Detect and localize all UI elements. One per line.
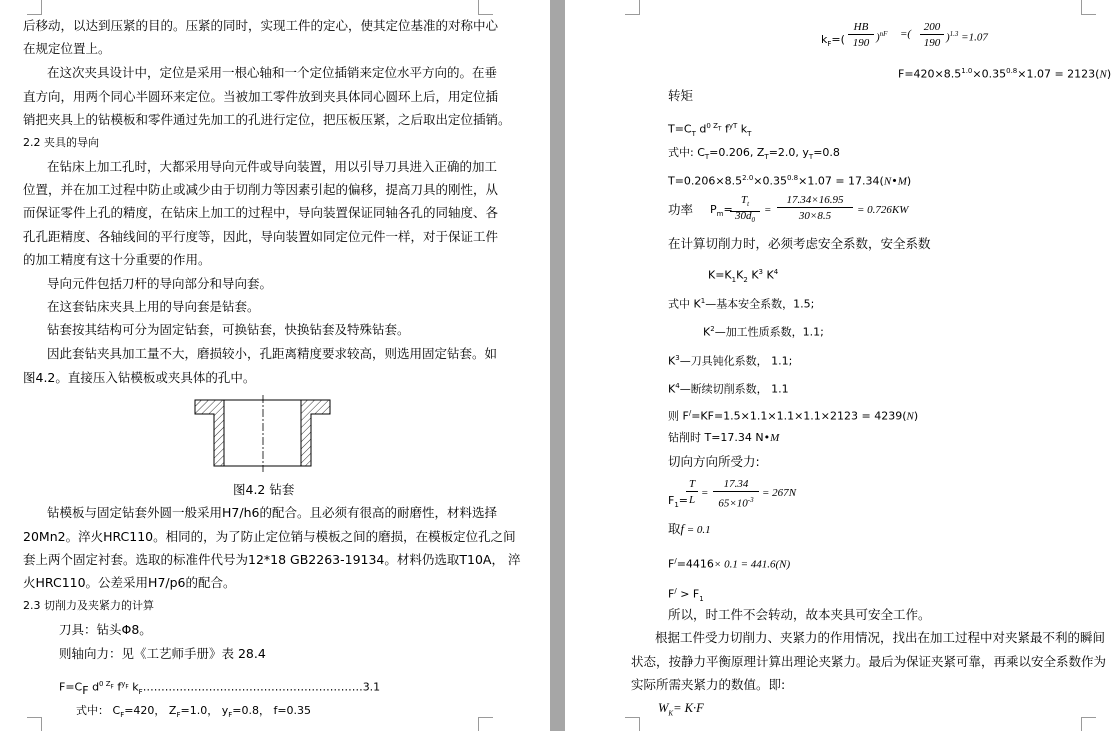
fraction-numerator: 17.34×16.95 [777,193,853,208]
paragraph-line: 状态，按静力平衡原理计算出理论夹紧力。最后为保证夹紧可靠，再乘以安全系数作为 [631,654,1107,669]
formula-label: 功率 [668,202,694,217]
page-gutter [550,0,565,731]
formula-line: = [701,487,709,499]
crop-mark [27,717,42,731]
fraction-denominator: L [688,494,696,506]
paragraph-line: 的加工精度有这十分重要的作用。 [23,252,211,267]
crop-mark [1081,0,1096,15]
paragraph-line: 根据工件受力切削力、夹紧力的作用情况，找出在加工过程中对夹紧最不利的瞬间 [655,630,1106,645]
paragraph-line: 在这次夹具设计中，定位是采用一根心轴和一个定位插销来定位水平方向的。在垂 [47,65,498,80]
crop-mark [1081,717,1096,731]
fraction-numerator: T [686,477,698,492]
formula-line: $W_K= K\cdot F$ [658,701,704,718]
formula-line: = 0.726KW [857,204,909,216]
crop-mark [625,717,640,731]
formula-line: F/=4416× 0.1 = 441.6(N) [668,557,791,571]
document-page-left [0,0,550,731]
paragraph-line: 钻模板与固定钻套外圆一般采用H7/h6的配合。且必须有很高的耐磨性，材料选择 [47,505,497,520]
paragraph-line: 导向元件包括刀杆的导向部分和导向套。 [47,276,273,291]
fraction-denominator: $30d_0$ [735,210,755,225]
formula-line: 式中: $C_T=0.206$, $Z_T=2.0$, $y_T=0.8$ [668,146,840,162]
formula-line: $F^/ > F_1$ [668,587,704,603]
fraction-numerator: $T_t$ [730,193,760,212]
fraction-denominator: $65\times 10^{-3}$ [718,496,754,510]
paragraph-line: 则轴向力：见《工艺师手册》表 28.4 [59,646,266,661]
formula-line: )$^{1.3}$ =1.07 [946,30,988,44]
formula-line: $F=420\times 8.5^{1.0}\times 0.35^{0.8}\times 1.07 = 2123(N)$ [898,67,1112,81]
fraction-numerator: 17.34 [713,477,759,492]
formula-line: $k_F=$( [821,33,845,49]
fraction-denominator: 30×8.5 [798,210,832,222]
paragraph-line: 刀具：钻头Φ8。 [59,622,152,637]
paragraph-line: 在计算切削力时，必须考虑安全系数，安全系数 [668,236,931,251]
section-heading: 2.2 夹具的导向 [23,136,99,149]
figure-caption: 图4.2 钻套 [233,482,295,497]
paragraph-line: 图4.2。直接压入钻模板或夹具体的孔中。 [23,370,256,385]
paragraph-line: 后移动，以达到压紧的目的。压紧的同时，实现工件的定心，使其定位基准的对称中心 [23,18,499,33]
formula-line: )$^{nF}$ [876,30,888,44]
fraction-numerator: 200 [920,20,944,35]
paragraph-line: 转矩 [668,88,694,103]
paragraph-line: 在这套钻床夹具上用的导向套是钻套。 [47,299,260,314]
paragraph-line: 切向方向所受力: [668,454,760,469]
formula-line: $F_1=$ [668,494,689,510]
drill-bushing-figure [192,395,334,473]
crop-mark [478,717,493,731]
paragraph-line: 在钻床上加工孔时，大都采用导向元件或导向装置，用以引导刀具进入正确的加工 [47,159,498,174]
fraction-denominator: 190 [923,37,941,49]
formula-line: $K=K_1K_2$ $K^3$ $K^4$ [708,268,779,284]
paragraph-line: 20Mn2。淬火HRC110。相同的，为了防止定位销与模板之间的磨损，在模板定位孔之间 [23,529,516,544]
section-heading: 2.3 切削力及夹紧力的计算 [23,599,154,612]
paragraph-line: 而保证零件上孔的精度，在钻床上加工的过程中，导向装置保证同轴各孔的同轴度、各 [23,205,499,220]
formula-line: = 267N [762,487,797,499]
paragraph-line: 实际所需夹紧力的数值。即: [631,677,786,692]
formula-line: $K^3—$刀具钝化系数， 1.1; [668,354,793,368]
paragraph-line: 所以，时工件不会转动，故本夹具可安全工作。 [668,607,931,622]
formula-line: $K^2—$加工性质系数，1.1; [703,325,824,339]
crop-mark [625,0,640,15]
paragraph-line: 孔孔距精度、各轴线间的平行度等，因此，导向装置如同定位元件一样，对于保证工件 [23,229,499,244]
fraction-numerator: HB [848,20,874,35]
formula-line: 则 F/=KF=1.5×1.1×1.1×1.1×2123 = 4239(N) [668,409,919,423]
formula-line: 取f = 0.1 [668,521,711,536]
formula-line: 式中 $K^1—$基本安全系数，1.5; [668,297,815,311]
paragraph-line: 直方向，用两个同心半圆环来定位。当被加工零件放到夹具体同心圆环上后，用定位插 [23,89,499,104]
paragraph-line: 在规定位置上。 [23,41,111,56]
formula-line: =( [900,28,912,40]
fraction-denominator: 190 [852,37,870,49]
formula-line: $T=0.206\times 8.5^{2.0}\times 0.35^{0.8}\times 1.07$ = 17.34(N•M) [668,174,912,188]
formula-line: = [764,204,772,216]
crop-mark [478,0,493,15]
paragraph-line: 火HRC110。公差采用H7/p6的配合。 [23,575,236,590]
paragraph-line: 销把夹具上的钻模板和零件通过先加工的孔进行定位，把压板压紧，之后取出定位插销。 [23,112,511,127]
formula-line: $P_m=$ [710,203,733,219]
formula-line: 钻削时 T=17.34 N•M [668,431,780,444]
formula-line: $F=C_F$ $d^{0 Z_F}$ $f^{y_F}$ $k_F\dots\dots\dots\dots\dots\dots\dots\dots\dots\dots\dots\dots\dots\dots\dots\dots\dots\dots\dots\dots 3.1$ [59,680,381,697]
formula-line: $K^4—$断续切削系数， 1.1 [668,382,789,396]
paragraph-line: 钻套按其结构可分为固定钻套，可换钻套，快换钻套及特殊钻套。 [47,322,410,337]
document-page-right [565,0,1115,731]
paragraph-line: 套上两个固定衬套。选取的标准件代号为12*18 GB2263-19134。材料仍选取T10A， 淬 [23,552,521,567]
paragraph-line: 位置，并在加工过程中防止或减少由于切削力等因素引起的偏移，提高刀具的刚性，从 [23,182,499,197]
formula-line: $T=C_T$ $d^{0 Z_T}$ $f^{yT}$ $k_T$ [668,122,752,138]
formula-line: 式中： $C_F=420$， $Z_F=1.0$， $y_F=0.8$， f=0.35 [76,704,312,720]
crop-mark [27,0,42,15]
paragraph-line: 因此套钻夹具加工量不大，磨损较小，孔距离精度要求较高，则选用固定钻套。如 [47,346,498,361]
